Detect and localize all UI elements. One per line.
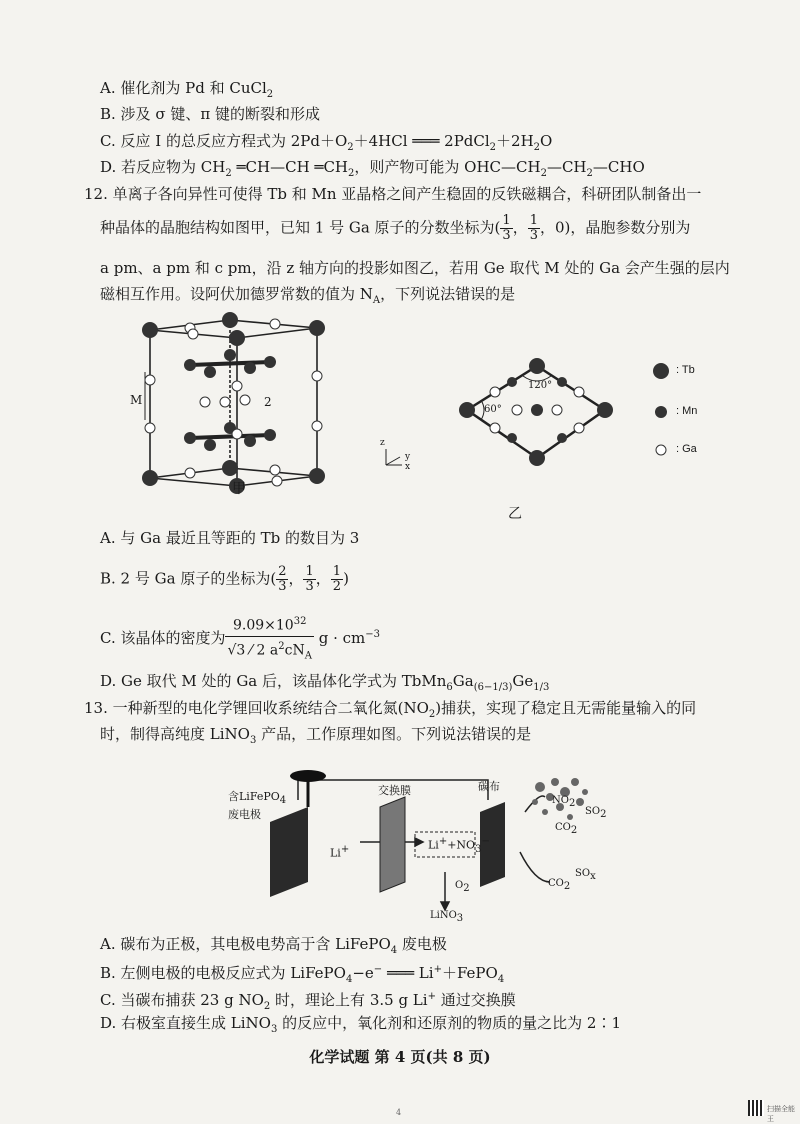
li-ion-label: Li+ xyxy=(330,844,350,860)
qr-code-icon xyxy=(748,1100,764,1116)
q12-option-a: A. 与 Ga 最近且等距的 Tb 的数目为 3 xyxy=(100,529,360,547)
q12-option-b: B. 2 号 Ga 原子的坐标为( $\frac{2}{3}$ ， $\frac{1}{3}$ ， $\frac{1}{2}$ ) xyxy=(100,564,349,594)
projection-diagram xyxy=(455,350,625,470)
carbon-cloth-label: 碳布 xyxy=(478,780,500,793)
scanner-watermark: 扫描全能王 xyxy=(767,1105,795,1123)
q12-option-d: D. Ge 取代 M 处的 Ga 后，该晶体化学式为 $TbMn_6Ga_{(6-1/3)}Ge_{1/3}$ xyxy=(100,672,550,693)
q12-stem-line1: 12. 单离子各向异性可使得 Tb 和 Mn 亚晶格之间产生稳固的反铁磁耦合，科研团队制备出一 xyxy=(84,185,702,203)
angle-120-label: 120° xyxy=(528,380,553,391)
q12-stem-line2: 种晶体的晶胞结构如图甲，已知 1 号 Ga 原子的分数坐标为( $\frac{1}{3}$ ， $\frac{1}{3}$ ，0)，晶胞参数分别为 xyxy=(100,213,691,243)
page-number: 4 xyxy=(396,1108,402,1117)
axis-y-label: y xyxy=(405,452,411,462)
q11-option-b: B. 涉及 σ 键、π 键的断裂和形成 xyxy=(100,105,320,123)
no2-label: $NO_2$ xyxy=(552,795,576,809)
q12-option-c: C. 该晶体的密度为 $\frac{9.09\times 10^{32}}{√3 ⁄ 2 a^2cN_A}$ $g \cdot cm^{-3}$ xyxy=(100,612,380,666)
angle-60-label: 60° xyxy=(484,404,502,415)
so2-label: $SO_2$ xyxy=(585,806,607,820)
co2-top-label: $CO_2$ xyxy=(555,822,578,836)
q13-option-a: A. 碳布为正极，其电极电势高于含 LiFePO$_4$ 废电极 xyxy=(100,935,447,956)
q13-stem-line2: 时，制得高纯度 LiNO$_3$ 产品，工作原理如图。下列说法错误的是 xyxy=(100,725,532,746)
label-m: M xyxy=(130,393,143,407)
co2-bottom-label: $CO_2$ xyxy=(548,878,571,892)
q11-option-d: D. 若反应物为 $CH_2$ ═CH—CH $═CH_2$，则产物可能为 $OHC—CH_2—CH_2—CHO$ xyxy=(100,158,645,179)
q13-option-d: D. 右极室直接生成 LiNO$_3$ 的反应中，氧化剂和还原剂的物质的量之比为 2∶1 xyxy=(100,1014,621,1035)
q13-option-b: B. 左侧电极的电极反应式为 LiFePO$_4$−e− ═══ Li+＋FePO$_4$ xyxy=(100,964,505,985)
axis-x-label: x xyxy=(405,462,411,472)
sox-label: $SO_x$ xyxy=(575,868,596,882)
figure-yi-caption: 乙 xyxy=(508,506,522,522)
membrane-label: 交换膜 xyxy=(378,784,411,797)
box-li-no3-label: $Li^++NO_3^-$ xyxy=(428,836,490,855)
q12-stem-line4: 磁相互作用。设阿伏加德罗常数的值为 $N_A$，下列说法错误的是 xyxy=(100,285,516,306)
q11-option-a: A. 催化剂为 Pd 和 CuCl$_2$ xyxy=(100,79,274,100)
axis-z-label: z xyxy=(380,438,385,448)
q11-option-c: C. 反应 Ⅰ 的总反应方程式为 $2Pd+O_2+4HCl$ ═══ $2PdCl_2+2H_2O$ xyxy=(100,132,553,153)
figure-jia-caption: 甲 xyxy=(232,481,246,497)
q13-option-c: C. 当碳布捕获 23 g $NO_2$ 时，理论上有 3.5 g Li+ 通过交换膜 xyxy=(100,991,516,1012)
lfp-electrode-label: 含LiFePO$_4$ 废电极 xyxy=(228,790,287,822)
electrochemical-cell-diagram xyxy=(220,752,620,922)
page-footer: 化学试题 第 4 页(共 8 页) xyxy=(309,1048,491,1066)
lino3-label: LiNO$_3$ xyxy=(430,910,464,924)
legend-markers xyxy=(652,362,672,462)
legend-tb: : Tb xyxy=(676,364,695,376)
q12-stem-line3: a pm、a pm 和 c pm，沿 z 轴方向的投影如图乙，若用 Ge 取代 M 处的 Ga 会产生强的层内 xyxy=(100,259,730,277)
label-2: 2 xyxy=(264,395,272,409)
q13-stem-line1: 13. 一种新型的电化学锂回收系统结合二氧化氮$(NO_2)$捕获，实现了稳定且无需能量输入的同 xyxy=(84,699,697,720)
axis-arrows xyxy=(380,445,411,469)
o2-label: $O_2$ xyxy=(455,880,470,894)
legend-ga: : Ga xyxy=(676,443,697,455)
unit-cell-diagram xyxy=(125,310,345,500)
legend-mn: : Mn xyxy=(676,405,698,417)
